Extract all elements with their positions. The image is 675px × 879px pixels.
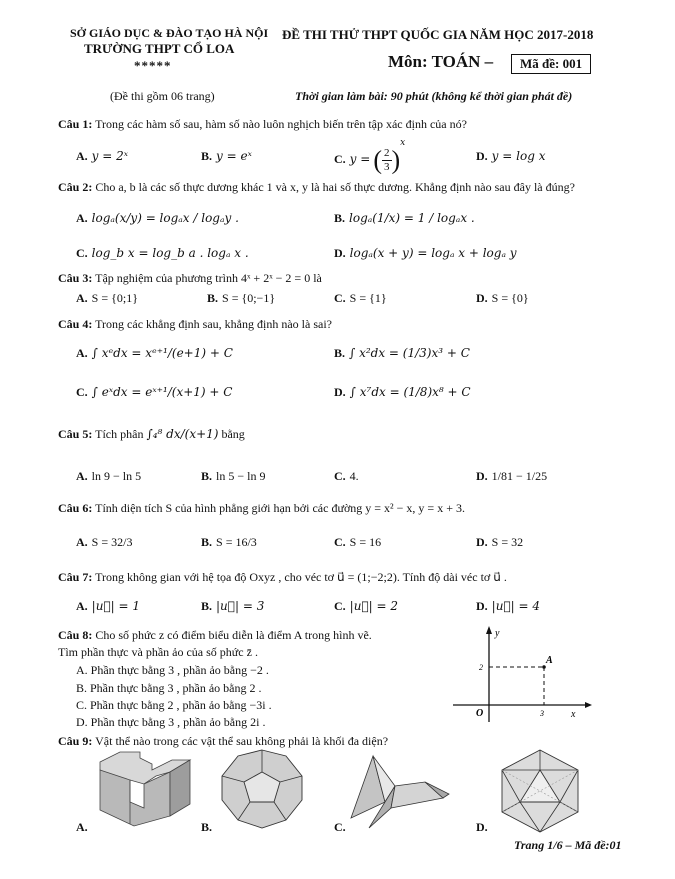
q7-option-d[interactable]: D. |u⃗| = 4 bbox=[476, 599, 541, 613]
q6-text: Tính diện tích S của hình phẳng giới hạn bởi các đường y = x² − x, y = x + 3. bbox=[95, 501, 465, 515]
q1-option-b[interactable]: B. y = eˣ bbox=[201, 149, 252, 163]
x-axis-arrow bbox=[585, 702, 592, 708]
q2-c-text: log_b x = log_b a . logₐ x . bbox=[91, 246, 249, 260]
q3-option-b[interactable]: B. S = {0;−1} bbox=[207, 291, 276, 305]
q2-option-c[interactable]: C. log_b x = log_b a . logₐ x . bbox=[76, 246, 249, 260]
q2-d-text: logₐ(x + y) = logₐ x + logₐ y bbox=[349, 246, 517, 260]
q3-c-text: S = {1} bbox=[349, 291, 387, 305]
q9-option-d[interactable]: D. bbox=[476, 820, 488, 834]
q7-label: Câu 7: bbox=[58, 570, 93, 584]
q2-option-b[interactable]: B. logₐ(1/x) = 1 / logₐx . bbox=[334, 211, 475, 225]
q6-b-text: S = 16/3 bbox=[216, 535, 257, 549]
q6-a-text: S = 32/3 bbox=[91, 535, 133, 549]
q9-text: Vật thể nào trong các vật thể sau không phải là khối đa diện? bbox=[95, 734, 389, 748]
q4-option-d[interactable]: D. ∫ x⁷dx = (1/8)x⁸ + C bbox=[334, 385, 471, 399]
q3-option-d[interactable]: D. S = {0} bbox=[476, 291, 529, 305]
q1-c-fraction: $\frac{2}{3}$ bbox=[384, 146, 390, 173]
q5-text-pre: Tích phân bbox=[95, 427, 144, 441]
q3-option-c[interactable]: C. S = {1} bbox=[334, 291, 387, 305]
q9-option-c[interactable]: C. bbox=[334, 820, 346, 834]
q4-label: Câu 4: bbox=[58, 317, 93, 331]
q3-a-text: S = {0;1} bbox=[91, 291, 138, 305]
q7-c-text: |u⃗| = 2 bbox=[349, 599, 399, 613]
q4-c-text: ∫ eˣdx = eˣ⁺¹/(x+1) + C bbox=[91, 385, 233, 399]
q8-option-d[interactable]: D. Phần thực bằng 3 , phần ảo bằng 2i . bbox=[76, 715, 266, 729]
q2-label: Câu 2: bbox=[58, 180, 93, 194]
q1-option-c[interactable]: C. y = ( $\frac{2}{3}$ )$^x$ bbox=[334, 138, 406, 175]
q4-b-text: ∫ x²dx = (1/3)x³ + C bbox=[349, 346, 470, 360]
exam-code-box: Mã đề: 001 bbox=[511, 54, 591, 74]
q8-label: Câu 8: bbox=[58, 628, 93, 642]
pages-note: (Đề thi gồm 06 trang) bbox=[110, 89, 215, 103]
q5-a-text: ln 9 − ln 5 bbox=[91, 469, 142, 483]
question-6 bbox=[58, 501, 465, 516]
q2-option-a[interactable]: A. logₐ(x/y) = logₐx / logₐy . bbox=[76, 211, 239, 225]
page-footer: Trang 1/6 – Mã đề:01 bbox=[514, 838, 622, 852]
q5-option-b[interactable]: B. ln 5 − ln 9 bbox=[201, 469, 266, 483]
q2-text: Cho a, b là các số thực dương khác 1 và x, y là hai số thực dương. Khẳng định nào sau đây là đúng? bbox=[95, 180, 575, 194]
q9-figure-a-notched-block bbox=[94, 750, 196, 828]
q4-option-a[interactable]: A. ∫ xᵉdx = xᵉ⁺¹/(e+1) + C bbox=[76, 346, 233, 360]
q9-option-a[interactable]: A. bbox=[76, 820, 88, 834]
q5-integral: ∫₄⁸ dx/(x+1) bbox=[146, 427, 219, 441]
q1-option-a[interactable]: A. y = 2ˣ bbox=[76, 149, 129, 163]
q7-d-text: |u⃗| = 4 bbox=[491, 599, 541, 613]
q4-a-text: ∫ xᵉdx = xᵉ⁺¹/(e+1) + C bbox=[91, 346, 233, 360]
q6-c-text: S = 16 bbox=[349, 535, 382, 549]
q5-option-a[interactable]: A. ln 9 − ln 5 bbox=[76, 469, 142, 483]
q5-option-d[interactable]: D. 1/81 − 1/25 bbox=[476, 469, 548, 483]
q2-a-text: logₐ(x/y) = logₐx / logₐy . bbox=[91, 211, 239, 225]
subject-label: Môn: TOÁN – bbox=[388, 52, 494, 71]
question-1 bbox=[58, 117, 467, 132]
question-5 bbox=[58, 427, 245, 442]
exam-title: ĐỀ THI THỬ THPT QUỐC GIA NĂM HỌC 2017-2018 bbox=[282, 27, 594, 42]
q5-text-post: bằng bbox=[221, 427, 245, 441]
graph-point-label: A bbox=[546, 655, 553, 666]
question-7 bbox=[58, 570, 507, 585]
q6-label: Câu 6: bbox=[58, 501, 93, 515]
graph-x-label: x bbox=[571, 709, 576, 720]
q6-d-text: S = 32 bbox=[491, 535, 524, 549]
graph-y-tick: 2 bbox=[479, 663, 483, 672]
q2-option-d[interactable]: D. logₐ(x + y) = logₐ x + logₐ y bbox=[334, 246, 517, 260]
school-name: TRƯỜNG THPT CỔ LOA bbox=[84, 41, 235, 56]
q3-label: Câu 3: bbox=[58, 271, 93, 285]
q7-a-text: |u⃗| = 1 bbox=[91, 599, 141, 613]
question-8 bbox=[58, 628, 372, 643]
q5-c-text: 4. bbox=[349, 469, 359, 483]
q5-b-text: ln 5 − ln 9 bbox=[216, 469, 266, 483]
q1-a-text: y = 2ˣ bbox=[91, 149, 129, 163]
q2-b-text: logₐ(1/x) = 1 / logₐx . bbox=[349, 211, 475, 225]
q8-coordinate-graph bbox=[447, 622, 597, 727]
q5-option-c[interactable]: C. 4. bbox=[334, 469, 359, 483]
q7-text: Trong không gian với hệ tọa độ Oxyz , cho véc tơ u⃗ = (1;−2;2). Tính độ dài véc tơ u⃗ . bbox=[95, 570, 507, 584]
pyramid-face bbox=[391, 782, 443, 808]
q9-figure-b-dodecahedron bbox=[218, 748, 306, 830]
question-4 bbox=[58, 317, 332, 332]
q5-label: Câu 5: bbox=[58, 427, 93, 441]
q1-option-d[interactable]: D. y = log x bbox=[476, 149, 546, 163]
q6-option-a[interactable]: A. S = 32/3 bbox=[76, 535, 133, 549]
q9-option-b[interactable]: B. bbox=[201, 820, 213, 834]
y-axis-arrow bbox=[486, 626, 492, 634]
q3-d-text: S = {0} bbox=[491, 291, 529, 305]
q1-b-text: y = eˣ bbox=[216, 149, 252, 163]
q4-option-c[interactable]: C. ∫ eˣdx = eˣ⁺¹/(x+1) + C bbox=[76, 385, 233, 399]
question-3 bbox=[58, 271, 322, 286]
q1-c-exp: x bbox=[400, 138, 406, 148]
graph-y-label: y bbox=[495, 628, 500, 639]
stars-divider: ***** bbox=[134, 58, 172, 73]
q1-d-text: y = log x bbox=[491, 149, 546, 163]
q4-text: Trong các khẳng định sau, khẳng định nào là sai? bbox=[95, 317, 332, 331]
q3-b-text: S = {0;−1} bbox=[222, 291, 276, 305]
q4-d-text: ∫ x⁷dx = (1/8)x⁸ + C bbox=[349, 385, 471, 399]
q5-d-text: 1/81 − 1/25 bbox=[491, 469, 548, 483]
q1-label: Câu 1: bbox=[58, 117, 93, 131]
graph-origin-label: O bbox=[476, 708, 484, 719]
q9-label: Câu 9: bbox=[58, 734, 93, 748]
q7-option-b[interactable]: B. |u⃗| = 3 bbox=[201, 599, 265, 613]
dept-name: SỞ GIÁO DỤC & ĐÀO TẠO HÀ NỘI bbox=[70, 26, 269, 40]
q6-option-c[interactable]: C. S = 16 bbox=[334, 535, 382, 549]
q8-option-b[interactable]: B. Phần thực bằng 3 , phần ảo bằng 2 . bbox=[76, 681, 262, 695]
q6-option-d[interactable]: D. S = 32 bbox=[476, 535, 524, 549]
q1-text: Trong các hàm số sau, hàm số nào luôn nghịch biến trên tập xác định của nó? bbox=[95, 117, 467, 131]
q8-text1: Cho số phức z có điểm biểu diễn là điểm A trong hình vẽ. bbox=[95, 628, 372, 642]
q1-c-pre: y = bbox=[349, 152, 371, 166]
q3-text: Tập nghiệm của phương trình 4ˣ + 2ˣ − 2 = 0 là bbox=[95, 271, 322, 285]
q7-b-text: |u⃗| = 3 bbox=[216, 599, 265, 613]
question-9 bbox=[58, 734, 388, 749]
q9-figure-d-icosahedron bbox=[494, 748, 586, 834]
q6-option-b[interactable]: B. S = 16/3 bbox=[201, 535, 257, 549]
q8-option-a[interactable]: A. Phần thực bằng 3 , phần ảo bằng −2 . bbox=[76, 663, 269, 677]
q9-figure-c-pyramids bbox=[345, 752, 455, 832]
question-2 bbox=[58, 180, 575, 195]
q7-option-c[interactable]: C. |u⃗| = 2 bbox=[334, 599, 399, 613]
time-note: Thời gian làm bài: 90 phút (không kể thời gian phát đề) bbox=[295, 89, 573, 103]
graph-x-tick: 3 bbox=[540, 709, 544, 718]
q8-text2: Tìm phần thực và phần ảo của số phức z̄ . bbox=[58, 645, 258, 659]
q3-option-a[interactable]: A. S = {0;1} bbox=[76, 291, 138, 305]
q7-option-a[interactable]: A. |u⃗| = 1 bbox=[76, 599, 141, 613]
q8-option-c[interactable]: C. Phần thực bằng 2 , phần ảo bằng −3i . bbox=[76, 698, 272, 712]
q4-option-b[interactable]: B. ∫ x²dx = (1/3)x³ + C bbox=[334, 346, 470, 360]
